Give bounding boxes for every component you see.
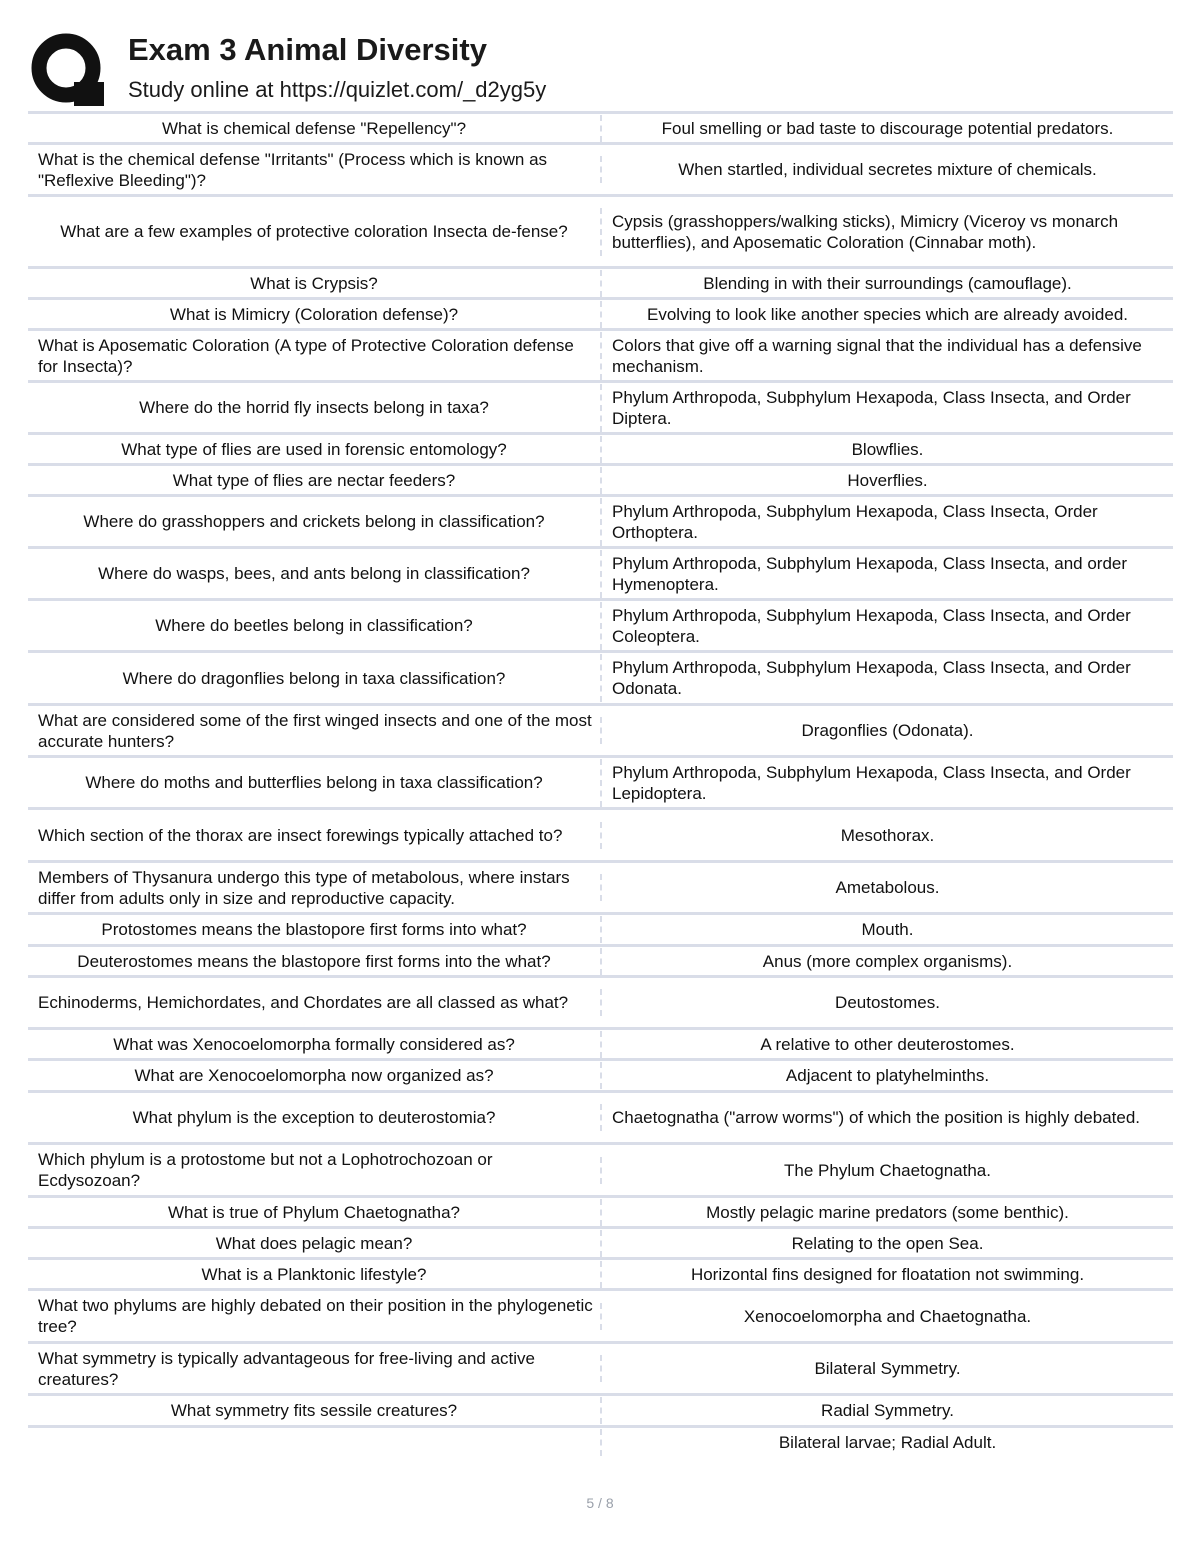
flashcard-term: Which phylum is a protostome but not a Lophotrochozoan or Ecdysozoan? xyxy=(38,1150,493,1190)
flashcard-row xyxy=(28,266,1173,297)
flashcard-term: What phylum is the exception to deuterostomia? xyxy=(132,1108,496,1127)
page-header xyxy=(28,28,1178,112)
flashcard-definition: Dragonflies (Odonata). xyxy=(600,717,1173,744)
flashcard-term: What is Aposematic Coloration (A type of Protective Coloration defense for Insecta)? xyxy=(38,335,574,376)
flashcard-row xyxy=(28,1027,1173,1058)
flashcard-definition: Relating to the open Sea. xyxy=(600,1230,1173,1257)
flashcard-row xyxy=(28,142,1173,194)
flashcard-definition: Phylum Arthropoda, Subphylum Hexapoda, Class Insecta, and order Hymenoptera. xyxy=(600,550,1173,598)
flashcard-term: What type of flies are nectar feeders? xyxy=(172,470,456,490)
flashcard-definition: Blending in with their surroundings (camouflage). xyxy=(600,270,1173,297)
flashcard-term: Deuterostomes means the blastopore first forms into the what? xyxy=(77,951,551,971)
flashcard-row xyxy=(28,111,1173,142)
flashcard-definition: Anus (more complex organisms). xyxy=(600,948,1173,975)
flashcard-definition: Radial Symmetry. xyxy=(600,1397,1173,1424)
flashcard-definition: Deutostomes. xyxy=(600,989,1173,1016)
flashcard-term: Echinoderms, Hemichordates, and Chordates are all classed as what? xyxy=(38,993,569,1012)
flashcard-definition: Mostly pelagic marine predators (some benthic). xyxy=(600,1199,1173,1226)
flashcard-definition: When startled, individual secretes mixture of chemicals. xyxy=(600,156,1173,183)
flashcard-definition: Adjacent to platyhelminths. xyxy=(600,1062,1173,1089)
flashcard-term: What is a Planktonic lifestyle? xyxy=(201,1264,427,1284)
flashcard-row xyxy=(28,1090,1173,1142)
flashcard-term: What are Xenocoelomorpha now organized as? xyxy=(134,1066,494,1085)
flashcard-term: Where do moths and butterflies belong in taxa classification? xyxy=(85,773,543,792)
flashcard-row xyxy=(28,860,1173,912)
flashcard-row xyxy=(28,328,1173,380)
flashcard-definition: Xenocoelomorpha and Chaetognatha. xyxy=(600,1303,1173,1330)
flashcard-row xyxy=(28,912,1173,944)
flashcard-term: Where do wasps, bees, and ants belong in classification? xyxy=(98,564,530,583)
quizlet-logo-icon xyxy=(30,32,106,108)
flashcard-definition: Bilateral Symmetry. xyxy=(600,1355,1173,1382)
flashcard-term: What is the chemical defense "Irritants" (Process which is known as "Reflexive Bleeding")? xyxy=(38,149,548,190)
flashcard-row xyxy=(28,494,1173,546)
flashcard-row xyxy=(28,1393,1173,1425)
flashcard-term: What are considered some of the first winged insects and one of the most accurate hunters? xyxy=(38,710,592,751)
flashcard-definition: A relative to other deuterostomes. xyxy=(600,1031,1173,1058)
flashcard-term: Where do dragonflies belong in taxa classification? xyxy=(122,668,506,688)
flashcard-row xyxy=(28,380,1173,432)
flashcard-row xyxy=(28,703,1173,755)
flashcard-term: What are a few examples of protective coloration Insecta de-fense? xyxy=(60,222,568,241)
flashcard-row xyxy=(28,598,1173,650)
flashcard-list xyxy=(28,111,1173,1457)
flashcard-row xyxy=(28,1058,1173,1090)
flashcard-row xyxy=(28,1288,1173,1341)
flashcard-term: What symmetry is typically advantageous for free-living and active creatures? xyxy=(38,1348,535,1389)
flashcard-row xyxy=(28,194,1173,266)
flashcard-row xyxy=(28,1341,1173,1393)
flashcard-term: What type of flies are used in forensic entomology? xyxy=(121,439,507,459)
flashcard-term: What was Xenocoelomorpha formally considered as? xyxy=(113,1034,515,1054)
flashcard-term: What is Mimicry (Coloration defense)? xyxy=(169,304,459,324)
flashcard-term: Where do grasshoppers and crickets belong in classification? xyxy=(83,512,545,531)
flashcard-row xyxy=(28,432,1173,463)
flashcard-definition: Mesothorax. xyxy=(600,822,1173,849)
flashcard-row xyxy=(28,1257,1173,1288)
flashcard-definition: Ametabolous. xyxy=(600,874,1173,901)
flashcard-definition: Colors that give off a warning signal that the individual has a defensive mechanism. xyxy=(600,332,1173,380)
flashcard-term: What is Crypsis? xyxy=(250,273,378,293)
flashcard-term: Where do beetles belong in classification? xyxy=(155,616,473,635)
flashcard-row xyxy=(28,807,1173,860)
flashcard-definition: Chaetognatha ("arrow worms") of which the position is highly debated. xyxy=(600,1104,1173,1131)
flashcard-term: What two phylums are highly debated on their position in the phylogenetic tree? xyxy=(38,1296,593,1336)
flashcard-term: Members of Thysanura undergo this type of metabolous, where instars differ from adults only in size and reproductive capacity. xyxy=(38,867,570,908)
flashcard-row xyxy=(28,975,1173,1027)
flashcard-definition: Evolving to look like another species which are already avoided. xyxy=(600,301,1173,328)
flashcard-definition: Blowflies. xyxy=(600,436,1173,463)
flashcard-term: Which section of the thorax are insect forewings typically attached to? xyxy=(38,825,563,845)
flashcard-row xyxy=(28,1142,1173,1195)
flashcard-definition: Mouth. xyxy=(600,916,1173,943)
flashcard-term: What symmetry fits sessile creatures? xyxy=(170,1401,458,1420)
flashcard-definition: Hoverflies. xyxy=(600,467,1173,494)
flashcard-row xyxy=(28,546,1173,598)
flashcard-row xyxy=(28,1425,1173,1457)
flashcard-term xyxy=(28,1440,600,1446)
flashcard-term: Protostomes means the blastopore first forms into what? xyxy=(101,920,527,939)
flashcard-definition: Phylum Arthropoda, Subphylum Hexapoda, Class Insecta, Order Orthoptera. xyxy=(600,498,1173,546)
page-subtitle: Study online at https://quizlet.com/_d2yg5y xyxy=(128,77,547,102)
page-title: Exam 3 Animal Diversity xyxy=(128,32,487,67)
flashcard-term: What is true of Phylum Chaetognatha? xyxy=(168,1202,460,1222)
flashcard-definition: Foul smelling or bad taste to discourage potential predators. xyxy=(600,115,1173,142)
flashcard-definition: Phylum Arthropoda, Subphylum Hexapoda, Class Insecta, and Order Odonata. xyxy=(600,654,1173,702)
flashcard-definition: The Phylum Chaetognatha. xyxy=(600,1157,1173,1184)
flashcard-term: Where do the horrid fly insects belong in taxa? xyxy=(139,398,489,417)
flashcard-term: What is chemical defense "Repellency"? xyxy=(161,118,467,138)
flashcard-definition: Bilateral larvae; Radial Adult. xyxy=(600,1429,1173,1456)
flashcard-definition: Phylum Arthropoda, Subphylum Hexapoda, Class Insecta, and Order Diptera. xyxy=(600,384,1173,432)
flashcard-term: What does pelagic mean? xyxy=(215,1233,413,1253)
flashcard-row xyxy=(28,1226,1173,1257)
flashcard-definition: Cypsis (grasshoppers/walking sticks), Mimicry (Viceroy vs monarch butterflies), and Aposematic Coloration (Cinnabar moth). xyxy=(600,208,1173,256)
flashcard-row xyxy=(28,944,1173,975)
page-number: 5 / 8 xyxy=(586,1495,614,1511)
flashcard-definition: Phylum Arthropoda, Subphylum Hexapoda, Class Insecta, and Order Coleoptera. xyxy=(600,602,1173,650)
flashcard-definition: Horizontal fins designed for floatation not swimming. xyxy=(600,1261,1173,1288)
flashcard-row xyxy=(28,650,1173,703)
flashcard-row xyxy=(28,1195,1173,1226)
flashcard-row xyxy=(28,297,1173,328)
flashcard-row xyxy=(28,463,1173,494)
flashcard-definition: Phylum Arthropoda, Subphylum Hexapoda, Class Insecta, and Order Lepidoptera. xyxy=(600,759,1173,807)
flashcard-row xyxy=(28,755,1173,807)
